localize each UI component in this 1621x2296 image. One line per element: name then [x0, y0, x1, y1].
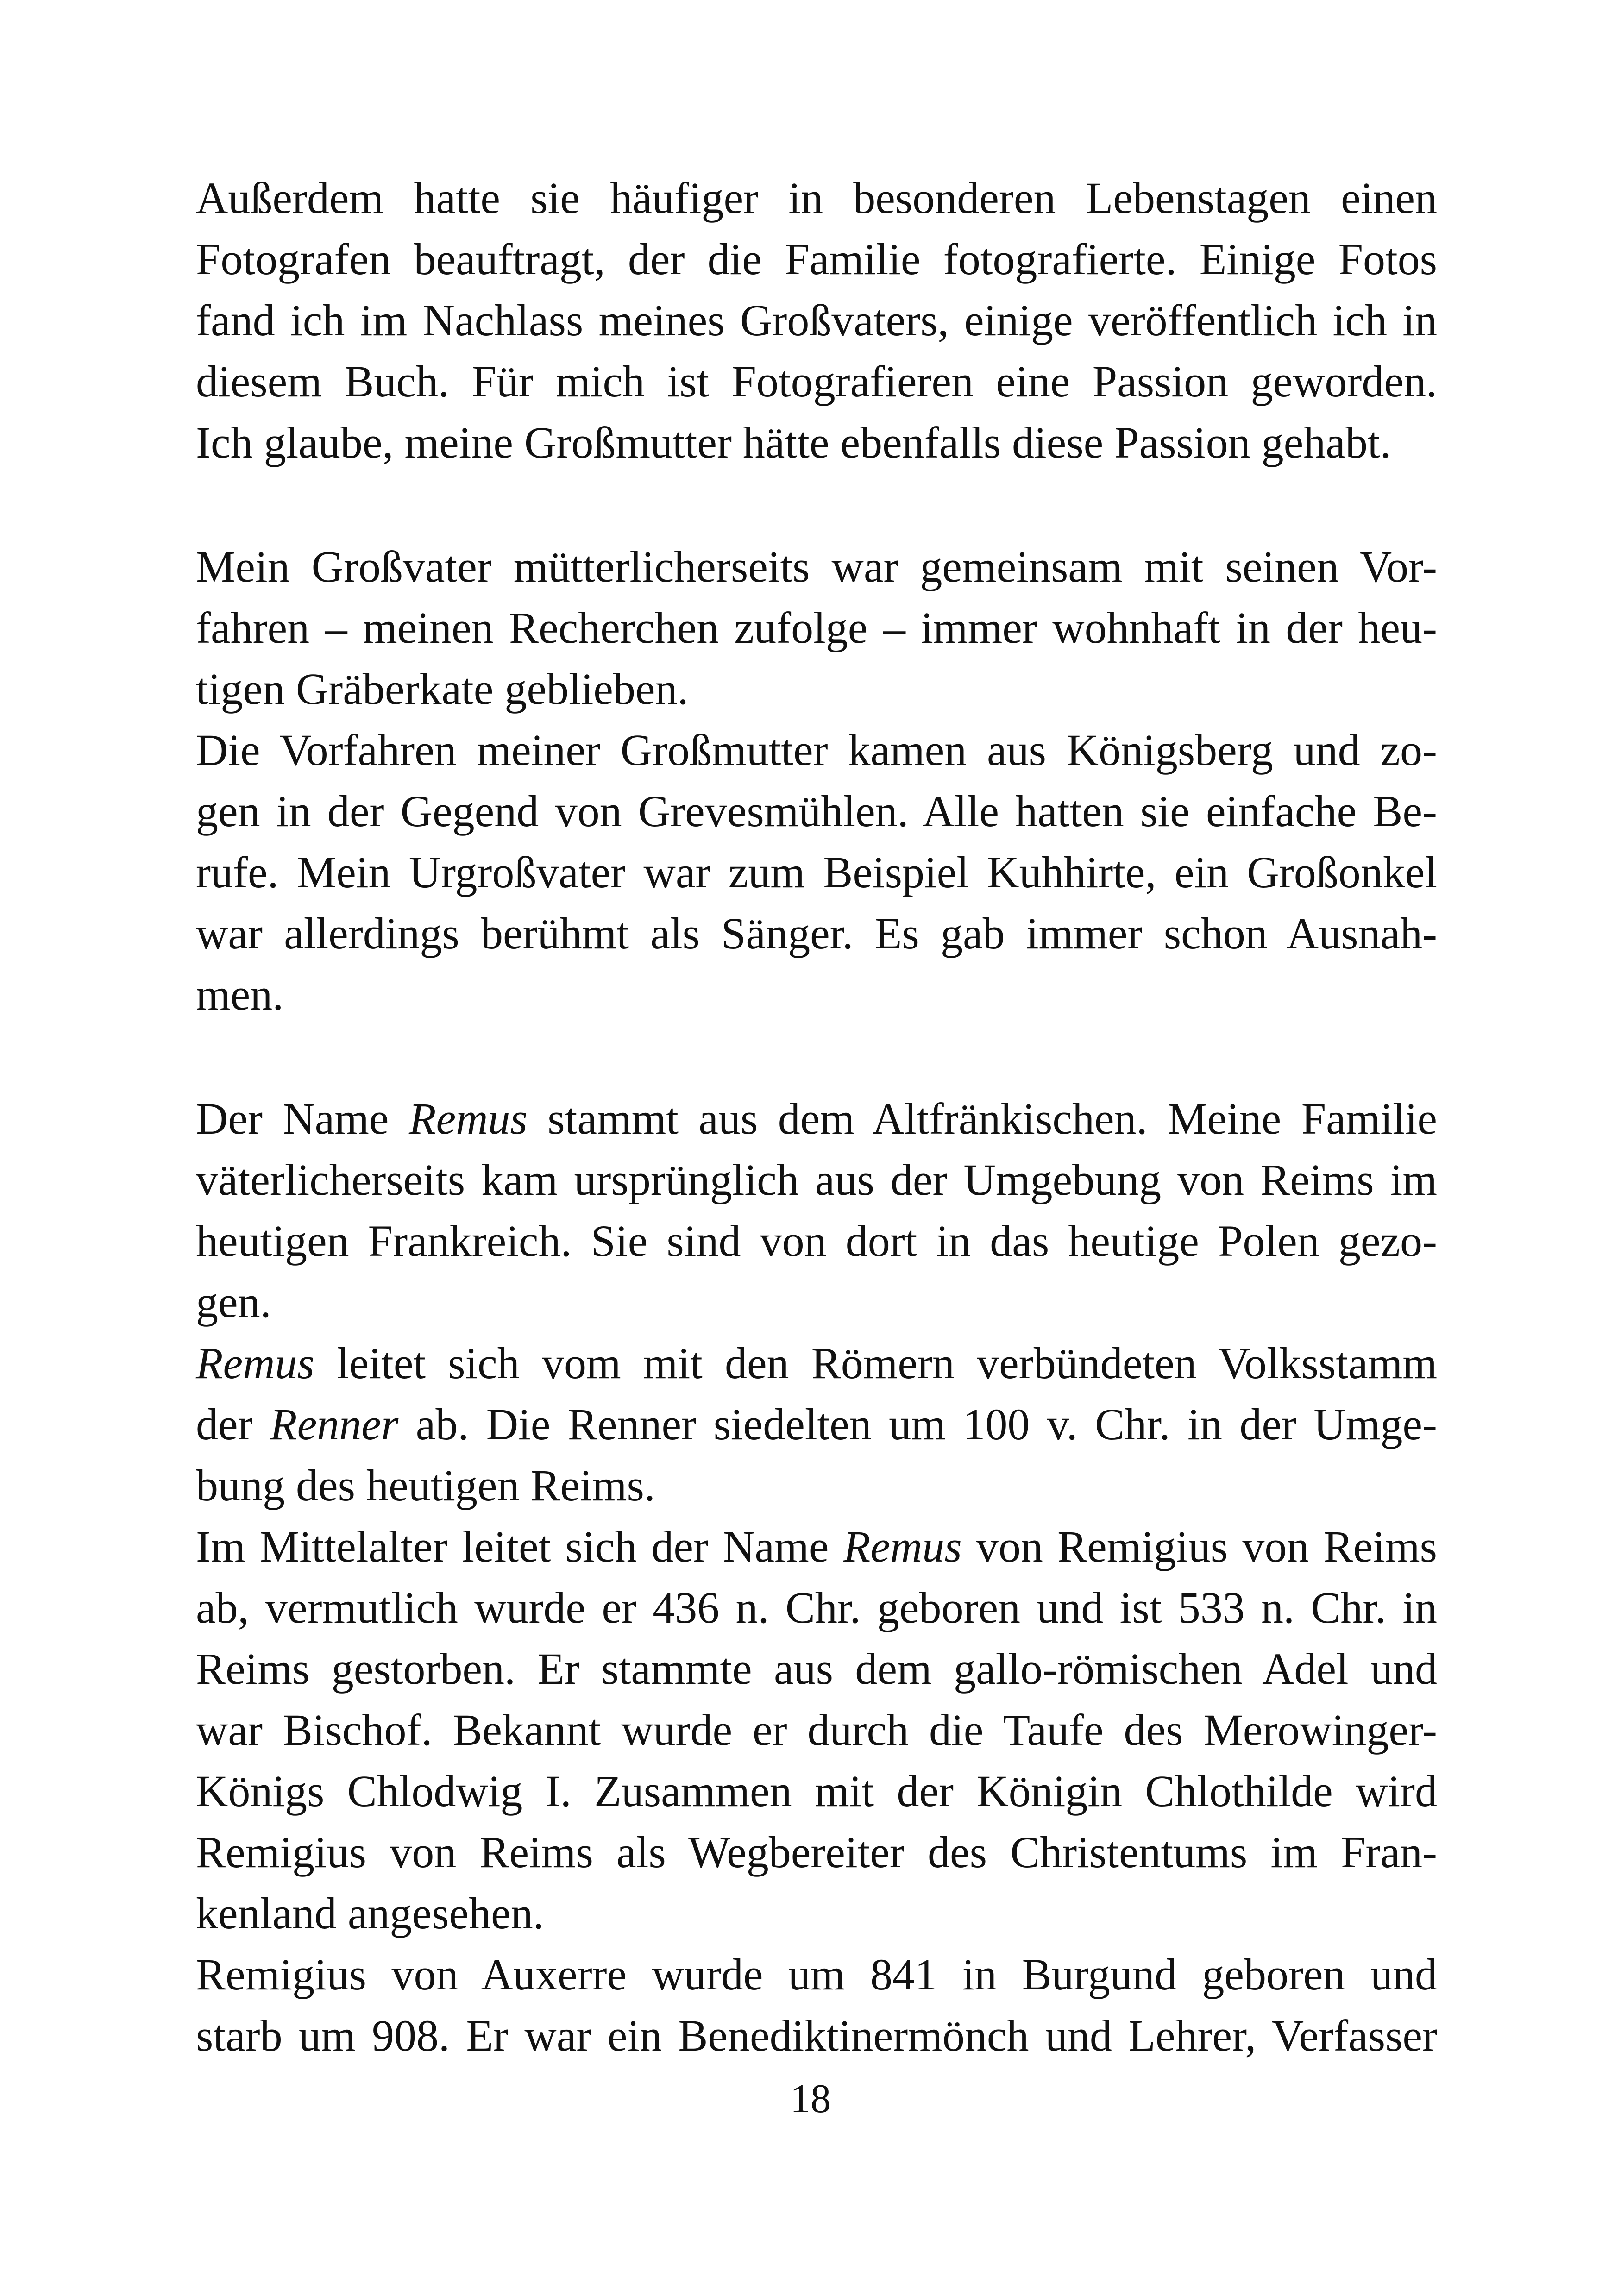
text-line [196, 1149, 1437, 1211]
text-run: gen in der Gegend von Grevesmühlen. Alle hatten sie einfache Be- [196, 786, 1437, 836]
text-line [196, 1822, 1437, 1883]
text-run: Der Name [196, 1094, 409, 1143]
text-run: leitet sich vom mit den Römern verbündeten Volksstamm [314, 1338, 1437, 1388]
text-run: Die Vorfahren meiner Großmutter kamen aus Königsberg und zo- [196, 725, 1437, 775]
text-line [196, 536, 1437, 597]
text-line [196, 1088, 1437, 1149]
text-run: Remigius von Reims als Wegbereiter des Christentums im Fran- [196, 1827, 1437, 1877]
text-run: ab, vermutlich wurde er 436 n. Chr. geboren und ist 533 n. Chr. in [196, 1583, 1437, 1632]
text-run: fand ich im Nachlass meines Großvaters, einige veröffentlich ich in [196, 295, 1437, 345]
text-line [196, 1211, 1437, 1272]
italic-term: Remus [196, 1338, 314, 1388]
text-run: Ich glaube, meine Großmutter hätte ebenfalls diese Passion gehabt. [196, 418, 1391, 467]
text-run: Fotografen beauftragt, der die Familie fotografierte. Einige Fotos [196, 234, 1437, 284]
text-line [196, 229, 1437, 290]
text-line [196, 1272, 1437, 1333]
text-line [196, 412, 1437, 473]
text-run: diesem Buch. Für mich ist Fotografieren eine Passion geworden. [196, 357, 1437, 406]
text-line [196, 720, 1437, 781]
text-run: fahren – meinen Recherchen zufolge – immer wohnhaft in der heu- [196, 603, 1437, 652]
body-text [196, 168, 1437, 2066]
text-line [196, 659, 1437, 720]
paragraph-gap [196, 1025, 1437, 1088]
text-run: ab. Die Renner siedelten um 100 v. Chr. in der Umge- [398, 1399, 1438, 1449]
text-run: men. [196, 970, 284, 1019]
text-line [196, 1638, 1437, 1700]
text-run: von Remigius von Reims [961, 1522, 1438, 1571]
text-run: väterlicherseits kam ursprünglich aus der Umgebung von Reims im [196, 1155, 1437, 1204]
italic-term: Remus [843, 1522, 962, 1571]
text-line [196, 903, 1437, 964]
text-line [196, 1333, 1437, 1394]
text-run: der [196, 1399, 270, 1449]
text-line [196, 597, 1437, 659]
text-line [196, 351, 1437, 412]
text-run: war Bischof. Bekannt wurde er durch die Taufe des Merowinger- [196, 1705, 1437, 1755]
text-line [196, 168, 1437, 229]
text-line [196, 1394, 1437, 1455]
text-run: starb um 908. Er war ein Benediktinermönch und Lehrer, Verfasser [196, 2011, 1437, 2060]
text-run: Remigius von Auxerre wurde um 841 in Burgund geboren und [196, 1950, 1437, 1999]
text-run: Reims gestorben. Er stammte aus dem gallo-römischen Adel und [196, 1644, 1437, 1694]
text-run: rufe. Mein Urgroßvater war zum Beispiel Kuhhirte, ein Großonkel [196, 847, 1437, 897]
italic-term: Remus [408, 1094, 528, 1143]
paragraph [196, 1088, 1437, 2066]
text-line [196, 1516, 1437, 1577]
page-number: 18 [790, 2076, 831, 2121]
text-run: kenland angesehen. [196, 1888, 544, 1938]
italic-term: Renner [270, 1399, 399, 1449]
text-line [196, 2005, 1437, 2066]
text-line [196, 1700, 1437, 1761]
text-line [196, 964, 1437, 1025]
text-run: Mein Großvater mütterlicherseits war gemeinsam mit seinen Vor- [196, 542, 1437, 591]
text-run: gen. [196, 1277, 271, 1327]
text-run: stammt aus dem Altfränkischen. Meine Familie [527, 1094, 1437, 1143]
text-line [196, 1944, 1437, 2005]
text-run: war allerdings berühmt als Sänger. Es gab immer schon Ausnah- [196, 909, 1437, 958]
text-line [196, 1761, 1437, 1822]
paragraph [196, 168, 1437, 473]
text-line [196, 781, 1437, 842]
text-run: Im Mittelalter leitet sich der Name [196, 1522, 843, 1571]
text-run: Außerdem hatte sie häufiger in besonderen Lebenstagen einen [196, 173, 1437, 223]
text-line [196, 1577, 1437, 1638]
text-line [196, 290, 1437, 351]
text-line [196, 1883, 1437, 1944]
paragraph [196, 536, 1437, 1025]
text-line [196, 842, 1437, 903]
text-run: Königs Chlodwig I. Zusammen mit der Königin Chlothilde wird [196, 1766, 1437, 1816]
text-run: bung des heutigen Reims. [196, 1461, 655, 1510]
paragraph-gap [196, 473, 1437, 536]
text-run: tigen Gräberkate geblieben. [196, 664, 689, 714]
text-run: heutigen Frankreich. Sie sind von dort in das heutige Polen gezo- [196, 1216, 1437, 1266]
text-line [196, 1455, 1437, 1516]
